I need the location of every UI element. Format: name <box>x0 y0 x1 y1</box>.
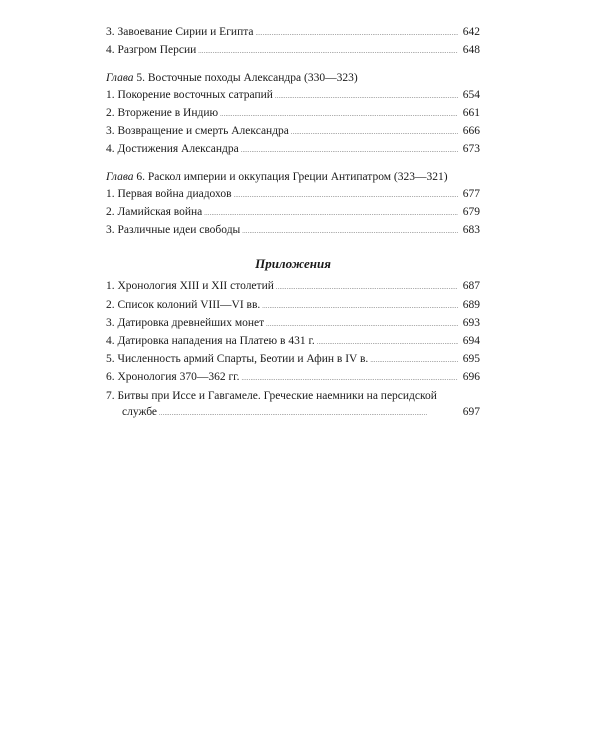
toc-entry-title: 3. Завоевание Сирии и Египта <box>106 26 254 38</box>
toc-entry-title: 3. Различные идеи свободы <box>106 224 241 237</box>
toc-entry <box>106 315 480 333</box>
toc-entry-page: 683 <box>462 224 480 237</box>
chapter-6-heading <box>106 169 480 185</box>
toc-entry-title: 6. Хронология 370—362 гг. <box>106 371 240 384</box>
dot-leader <box>234 186 458 204</box>
toc-entry-page: 687 <box>462 280 480 293</box>
toc-entry <box>106 351 480 369</box>
toc-entry-title: 2. Вторжение в Индию <box>106 106 219 119</box>
toc-entry-page: 689 <box>462 298 480 311</box>
toc-entry-page: 661 <box>462 106 480 119</box>
toc-entry-page: 693 <box>462 316 480 329</box>
toc-entry-page: 673 <box>462 143 480 156</box>
dot-leader <box>242 222 458 240</box>
toc-entry-title: 4. Достижения Александра <box>106 143 239 156</box>
toc-entry <box>106 404 480 422</box>
toc-entry-page: 697 <box>462 405 480 418</box>
toc-entry-page: 654 <box>462 88 480 101</box>
toc-entry <box>106 141 480 159</box>
toc-entry <box>106 333 480 351</box>
toc-entry-page: 677 <box>462 187 480 200</box>
toc-entry-title: 2. Ламийская война <box>106 205 203 218</box>
chapter-title: 5. Восточные походы Александра (330—323) <box>133 72 358 85</box>
toc-entry-page: 642 <box>462 26 480 38</box>
toc-entry-page: 695 <box>462 353 480 366</box>
chapter-label: Глава <box>106 72 134 85</box>
dot-leader <box>317 333 458 351</box>
toc-entry <box>106 297 480 315</box>
dot-leader <box>266 315 458 333</box>
toc-entry <box>106 42 480 60</box>
dot-leader <box>275 87 458 105</box>
toc-entry <box>106 186 480 204</box>
toc-entry <box>106 204 480 222</box>
top-entries <box>106 24 480 60</box>
toc-entry-title: 3. Датировка древнейших монет <box>106 316 265 329</box>
toc-entry <box>106 105 480 123</box>
appendix-heading: Приложения <box>255 256 331 272</box>
dot-leader <box>241 369 458 387</box>
chapter-label: Глава <box>106 171 134 184</box>
toc-entry-title: 3. Возвращение и смерть Александра <box>106 125 289 138</box>
toc-entry-title: 2. Список колоний VIII—VI вв. <box>106 298 261 311</box>
toc-entry-title: 4. Датировка нападения на Платею в 431 г. <box>106 335 315 348</box>
dot-leader <box>159 404 458 422</box>
toc-entry-title: 4. Разгром Персии <box>106 44 197 57</box>
toc-entry-title: 1. Хронология XIII и XII столетий <box>106 280 274 293</box>
toc-entry <box>106 369 480 387</box>
toc-entry <box>106 278 480 296</box>
toc-entry-page: 696 <box>462 371 480 384</box>
chapter-6-entries <box>106 186 480 241</box>
dot-leader <box>262 297 458 315</box>
dot-leader <box>291 123 458 141</box>
chapter-title: 6. Раскол империи и оккупация Греции Антипатром (323—321) <box>133 171 448 184</box>
toc-entry-title: 1. Покорение восточных сатрапий <box>106 88 273 101</box>
chapter-5-heading <box>106 70 480 86</box>
toc-entry-page: 694 <box>462 335 480 348</box>
dot-leader <box>241 141 458 159</box>
toc-entry <box>106 24 480 42</box>
appendix-entries <box>106 278 480 422</box>
dot-leader <box>370 351 458 369</box>
chapter-5-entries <box>106 87 480 160</box>
dot-leader <box>220 105 458 123</box>
toc-entry-page: 648 <box>462 44 480 57</box>
toc-entry-title: 1. Первая война диадохов <box>106 187 232 200</box>
dot-leader <box>276 278 458 296</box>
toc-entry <box>106 87 480 105</box>
toc-entry <box>106 123 480 141</box>
dot-leader <box>256 24 459 42</box>
toc-entry <box>106 222 480 240</box>
toc-entry-page: 679 <box>462 205 480 218</box>
dot-leader <box>204 204 458 222</box>
toc-entry-page: 666 <box>462 125 480 138</box>
table-of-contents <box>106 24 480 422</box>
toc-entry-title: 5. Численность армий Спарты, Беотии и Афин в IV в. <box>106 353 369 366</box>
toc-entry-title-line2: службе <box>122 405 158 418</box>
toc-entry-title-line1: 7. Битвы при Иссе и Гавгамеле. Греческие наемники на персидской <box>106 389 437 402</box>
dot-leader <box>198 42 458 60</box>
